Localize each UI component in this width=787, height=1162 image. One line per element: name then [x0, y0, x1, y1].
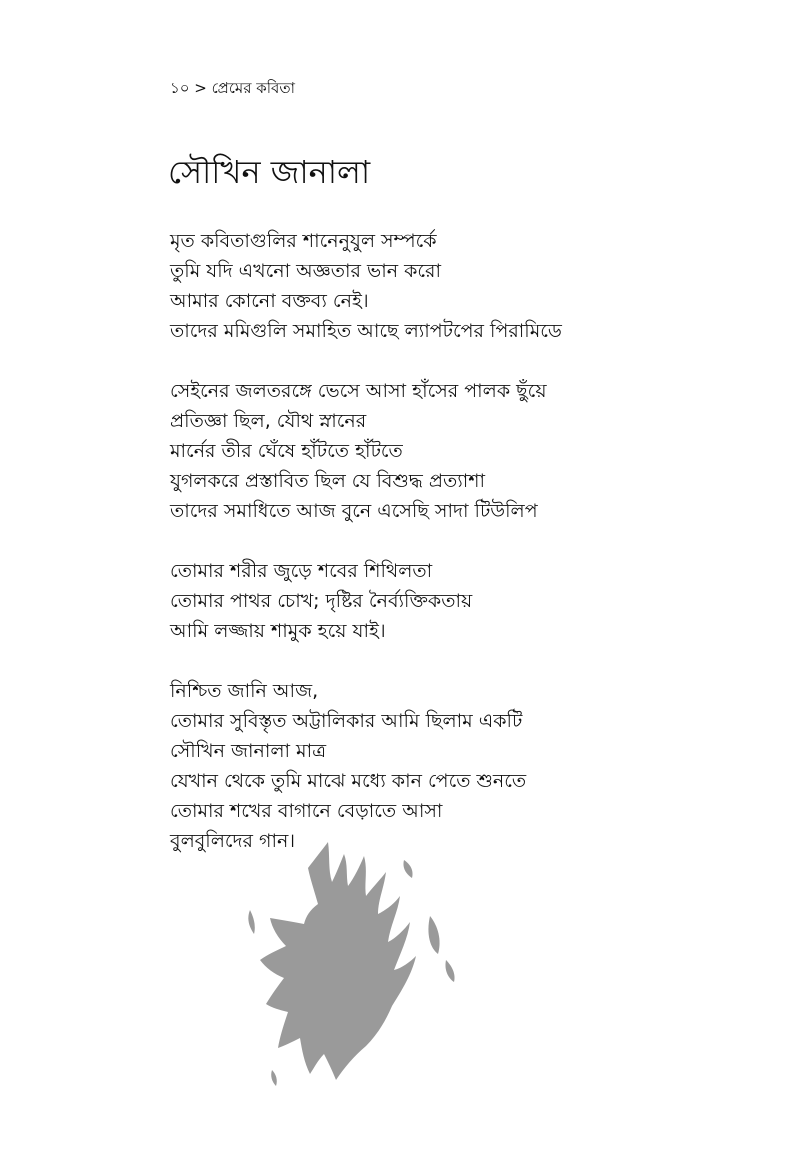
stanza-3: [170, 556, 770, 646]
poem-line: প্রতিজ্ঞা ছিল, যৌথ স্নানের: [170, 410, 367, 432]
poem-line: নিশ্চিত জানি আজ,: [170, 680, 319, 702]
running-head: ১০ > প্রেমের কবিতা: [170, 79, 295, 97]
poem-line: সেইনের জলতরঙ্গে ভেসে আসা হাঁসের পালক ছুঁয়ে: [170, 380, 547, 402]
poem-line: আমি লজ্জায় শামুক হয়ে যাই।: [170, 620, 386, 642]
poem-line: তাদের সমাধিতে আজ বুনে এসেছি সাদা টিউলিপ: [170, 500, 538, 522]
poem-line: যেখান থেকে তুমি মাঝে মধ্যে কান পেতে শুনতে: [170, 770, 527, 792]
poem-line: যুগলকরে প্রস্তাবিত ছিল যে বিশুদ্ধ প্রত্যাশা: [170, 470, 486, 492]
poem-line: তোমার শরীর জুড়ে শবের শিথিলতা: [170, 560, 433, 582]
poem-line: তোমার পাথর চোখ; দৃষ্টির নৈর্ব্যক্তিকতায়: [170, 590, 473, 612]
poem-line: তোমার সুবিস্তৃত অট্টালিকার আমি ছিলাম একটি: [170, 710, 523, 732]
poem-line: আমার কোনো বক্তব্য নেই।: [170, 290, 369, 312]
poem-line: তাদের মমিগুলি সমাহিত আছে ল্যাপটপের পিরামিডে: [170, 320, 562, 342]
poem-line: তোমার শখের বাগানে বেড়াতে আসা: [170, 800, 443, 822]
poem-line: বুলবুলিদের গান।: [170, 830, 296, 852]
poem-line: তুমি যদি এখনো অজ্ঞতার ভান করো: [170, 260, 441, 282]
poem-body: [170, 226, 770, 886]
poem-line: মার্নের তীর ঘেঁষে হাঁটতে হাঁটতে: [170, 440, 403, 462]
poem-line: সৌখিন জানালা মাত্র: [170, 740, 327, 762]
ink-blot-shape: [248, 842, 454, 1086]
stanza-4: [170, 676, 770, 856]
stanza-1: [170, 226, 770, 346]
ink-blot-illustration: [244, 830, 464, 1092]
stanza-2: [170, 376, 770, 526]
poem-title: সৌখিন জানালা: [168, 153, 371, 191]
poem-line: মৃত কবিতাগুলির শানেনুযুল সম্পর্কে: [170, 230, 437, 252]
